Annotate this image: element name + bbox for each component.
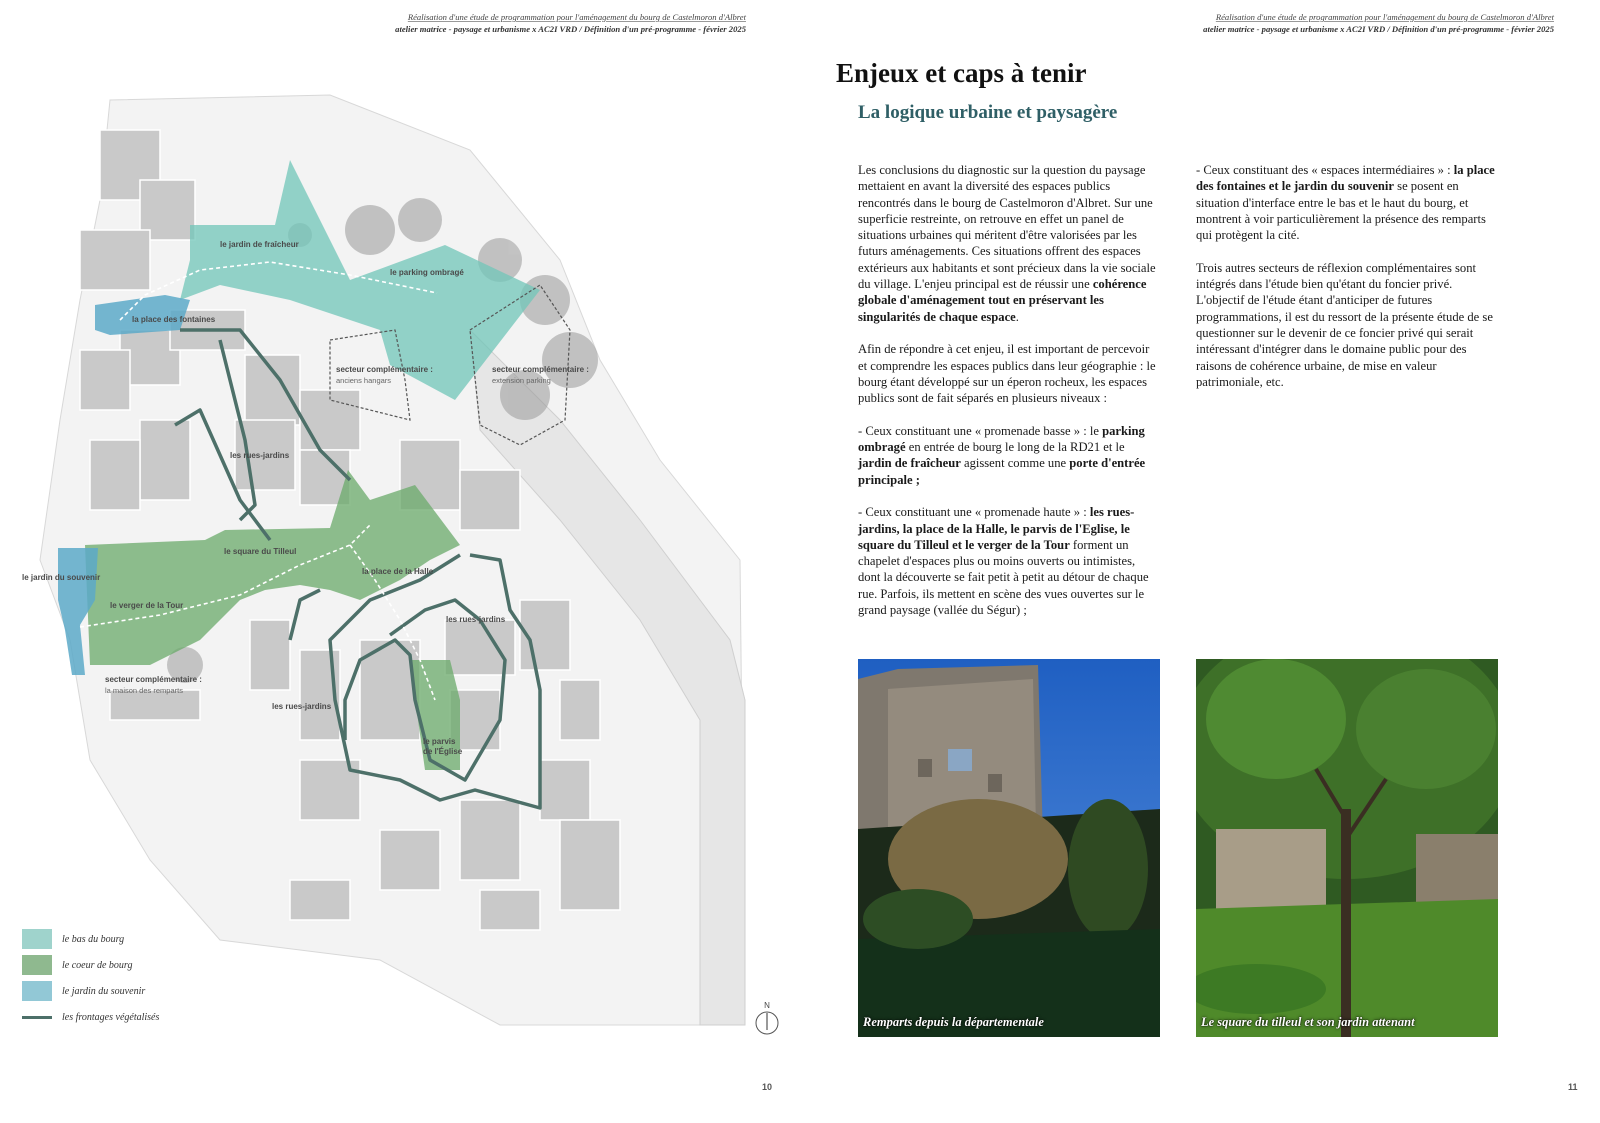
photo-caption: Remparts depuis la départementale (863, 1015, 1044, 1029)
legend-swatch (22, 981, 52, 1001)
header-authors: atelier matrice - paysage et urbanisme x AC2I VRD / Définition d'un pré-programme - février 2025 (395, 24, 746, 34)
page-subtitle: La logique urbaine et paysagère (858, 102, 1118, 123)
map-label-secteur-hangars: secteur complémentaire : (336, 365, 433, 374)
page-header-right (1150, 11, 1554, 35)
page-header-left (360, 11, 746, 35)
photo-remparts (858, 659, 1160, 1037)
photo-square-tilleul (1196, 659, 1498, 1037)
map-label-secteur-maison-sub: la maison des remparts (105, 686, 183, 695)
paragraph: - Ceux constituant des « espaces intermédiaires » : la place des fontaines et le jardin du souvenir se posent en situation d'interface entre le bas et le haut du bourg, et montrent à voir particulièrement la présence des remparts qui protègent la cité. (1196, 163, 1495, 243)
legend-swatch-line (22, 1016, 52, 1019)
legend-item-jardin-souvenir (22, 978, 159, 1004)
header-authors: atelier matrice - paysage et urbanisme x AC2I VRD / Définition d'un pré-programme - février 2025 (1203, 24, 1554, 34)
bourg-plan-map (0, 70, 760, 1030)
photo-square-tilleul-image (1196, 659, 1498, 1037)
map-label-rues-jardins-1: les rues-jardins (230, 451, 290, 460)
page-title: Enjeux et caps à tenir (836, 58, 1087, 88)
legend-swatch (22, 955, 52, 975)
legend-label: les frontages végétalisés (62, 1011, 160, 1023)
paragraph: - Ceux constituant une « promenade haute » : les rues-jardins, la place de la Halle, le parvis de l'Eglise, le square du Tilleul et le verger de la Tour forment un chapelet d'espaces plus ou moins ouverts ou intimistes, dont la découverte se fait petit à petit au détour de chaque rue. Parfois, ils mettent en scène des vues ouvertes sur le grand paysage (vallée du Ségur) ; (858, 505, 1149, 618)
map-label-parking-ombrage: le parking ombragé (390, 268, 464, 277)
compass-icon (754, 1010, 780, 1036)
legend-item-bas-du-bourg (22, 926, 159, 952)
map-label-parvis-eglise: de l'Église (423, 747, 463, 756)
map-label-secteur-parking-sub: extension parking (492, 376, 551, 385)
map-label-place-fontaines: la place des fontaines (132, 315, 216, 324)
photo-remparts-image (858, 659, 1160, 1037)
legend-item-coeur-de-bourg (22, 952, 159, 978)
legend-label: le coeur de bourg (62, 959, 133, 971)
north-arrow (754, 1001, 780, 1041)
paragraph: Afin de répondre à cet enjeu, il est important de percevoir et comprendre les espaces publics dans leur géographie : le bourg étant développé sur un éperon rocheux, les espaces publics sont de fait séparés en plusieurs niveaux : (858, 342, 1156, 406)
map-label-secteur-hangars-sub: anciens hangars (336, 376, 392, 385)
page-number-right: 11 (1568, 1082, 1578, 1092)
paragraph: Les conclusions du diagnostic sur la question du paysage mettaient en avant la diversité des espaces publics rencontrés dans le bourg de Castelmoron d'Albret. Sur une superficie restreinte, on retrouve en effet un panel de situations urbaines qui méritent d'être valorisées par les futurs aménagements. Ces situations offrent des espaces extérieurs aux habitants et sont précieux dans la vie sociale du village. L'enjeu principal est de réussir une cohérence globale d'aménagement tout en préservant les singularités de chaque espace. (858, 163, 1156, 324)
photo-caption: Le square du tilleul et son jardin attenant (1201, 1015, 1415, 1029)
map-label-rues-jardins-2: les rues-jardins (446, 615, 506, 624)
map-label-secteur-parking: secteur complémentaire : (492, 365, 589, 374)
map-label-place-halle: la place de la Halle (362, 567, 434, 576)
text-column-left (858, 162, 1158, 635)
legend-label: le bas du bourg (62, 933, 125, 945)
header-study-title: Réalisation d'une étude de programmation pour l'aménagement du bourg de Castelmoron d'Albret (1215, 12, 1554, 22)
map-label-rues-jardins-3: les rues-jardins (272, 702, 332, 711)
legend-label: le jardin du souvenir (62, 985, 146, 997)
paragraph: - Ceux constituant une « promenade basse » : le parking ombragé en entrée de bourg le long de la RD21 et le jardin de fraîcheur agissent comme une porte d'entrée principale ; (858, 423, 1146, 487)
page-number-left: 10 (762, 1082, 773, 1092)
legend-item-frontages (22, 1004, 159, 1030)
north-label: N (764, 1001, 770, 1010)
text-column-right (1196, 162, 1496, 406)
legend-swatch (22, 929, 52, 949)
map-label-jardin-fraicheur: le jardin de fraîcheur (220, 240, 299, 249)
map-label-parvis: le parvis (423, 737, 456, 746)
map-label-verger-tour: le verger de la Tour (110, 601, 184, 610)
map-label-secteur-maison: secteur complémentaire : (105, 675, 202, 684)
paragraph: Trois autres secteurs de réflexion complémentaires sont intégrés dans l'étude bien qu'étant du foncier privé. L'objectif de l'étude étant d'anticiper de futures programmations, il est du ressort de la présente étude de se questionner sur le devenir de ce foncier privé qui serait intéressant d'intégrer dans le domaine public pour des raisons de cohérence urbaine, de mise en valeur patrimoniale, etc. (1196, 260, 1493, 389)
map-legend (22, 926, 159, 1030)
map-label-square-tilleul: le square du Tilleul (224, 547, 297, 556)
header-study-title: Réalisation d'une étude de programmation pour l'aménagement du bourg de Castelmoron d'Albret (407, 12, 746, 22)
map-label-jardin-souvenir: le jardin du souvenir (22, 573, 101, 582)
